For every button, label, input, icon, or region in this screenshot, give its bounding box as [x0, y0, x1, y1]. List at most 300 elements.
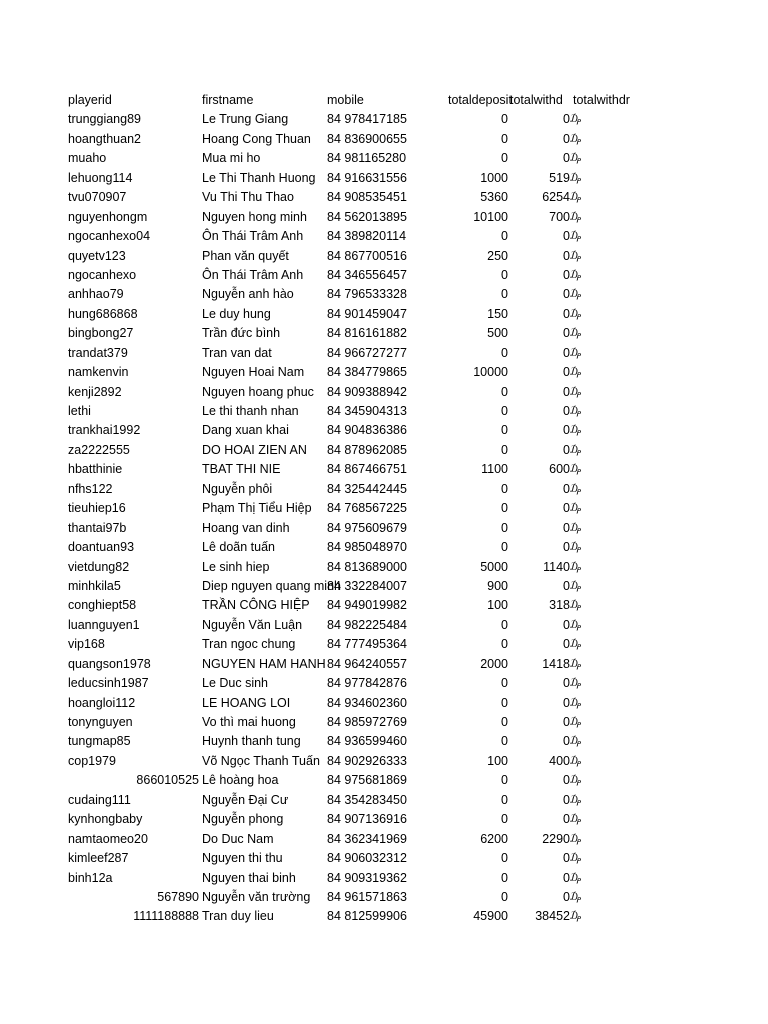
cell-playerid[interactable]: vip168 — [68, 637, 105, 652]
cell-currency-mark[interactable]: ₯ — [570, 599, 581, 612]
cell-currency-mark[interactable]: ₯ — [570, 482, 581, 495]
table-row — [0, 227, 768, 246]
cell-mobile[interactable]: 84 904836386 — [327, 423, 407, 438]
cell-totaldeposit[interactable]: 150 — [487, 306, 508, 321]
cell-playerid[interactable]: tvu070907 — [68, 190, 127, 205]
cell-totaldeposit[interactable]: 900 — [487, 578, 508, 593]
cell-firstname[interactable]: Dang xuan khai — [202, 423, 289, 438]
cell-totaldeposit[interactable]: 45900 — [473, 909, 508, 924]
cell-playerid[interactable]: namkenvin — [68, 365, 129, 380]
cell-totaldeposit[interactable]: 1100 — [481, 462, 508, 477]
cell-playerid[interactable]: tungmap85 — [68, 734, 131, 749]
cell-firstname[interactable]: Le thi thanh nhan — [202, 404, 299, 418]
header-firstname[interactable]: firstname — [202, 93, 254, 107]
cell-firstname[interactable]: Võ Ngọc Thanh Tuấn — [202, 753, 320, 768]
cell-mobile[interactable]: 84 389820114 — [327, 229, 407, 244]
cell-mobile[interactable]: 84 977842876 — [327, 676, 407, 691]
cell-totaldeposit[interactable]: 0 — [501, 870, 508, 885]
cell-playerid[interactable]: bingbong27 — [68, 326, 134, 341]
cell-firstname[interactable]: Lê doãn tuấn — [202, 540, 275, 555]
cell-currency-mark[interactable]: ₯ — [570, 210, 581, 223]
cell-totalwithd[interactable]: 1418 — [542, 656, 570, 671]
table-row — [0, 538, 768, 557]
cell-playerid[interactable]: tonynguyen — [68, 715, 133, 729]
cell-currency-mark[interactable]: ₯ — [570, 385, 581, 398]
cell-playerid[interactable]: ngocanhexo04 — [68, 229, 151, 244]
cell-totalwithd[interactable]: 0 — [563, 812, 570, 827]
cell-firstname[interactable]: Nguyen hoang phuc — [202, 384, 314, 399]
table-row — [0, 771, 768, 790]
cell-totaldeposit[interactable]: 0 — [501, 404, 508, 418]
cell-mobile[interactable]: 84 906032312 — [327, 851, 407, 866]
table-body — [0, 110, 768, 926]
cell-mobile[interactable]: 84 332284007 — [327, 578, 407, 593]
cell-totaldeposit[interactable]: 0 — [501, 481, 508, 496]
cell-totalwithd[interactable]: 0 — [563, 851, 570, 866]
cell-firstname[interactable]: Le Trung Giang — [202, 112, 289, 127]
table-row — [0, 577, 768, 596]
cell-mobile[interactable]: 84 985048970 — [327, 540, 407, 555]
cell-playerid[interactable]: quangson1978 — [68, 656, 151, 671]
cell-firstname[interactable]: Tran ngoc chung — [202, 637, 296, 652]
cell-mobile[interactable]: 84 384779865 — [327, 365, 407, 380]
cell-playerid[interactable]: hoangthuan2 — [68, 131, 141, 146]
cell-totalwithd[interactable]: 0 — [563, 306, 570, 321]
cell-totalwithd[interactable]: 0 — [563, 423, 570, 438]
cell-currency-mark[interactable]: ₯ — [570, 230, 581, 243]
cell-firstname[interactable]: Nguyen Hoai Nam — [202, 365, 305, 380]
table-row — [0, 635, 768, 654]
cell-firstname[interactable]: Le sinh hiep — [202, 559, 270, 574]
cell-totalwithd[interactable]: 0 — [563, 520, 570, 535]
cell-mobile[interactable]: 84 354283450 — [327, 792, 407, 807]
table-row — [0, 810, 768, 829]
cell-totalwithd[interactable]: 318 — [549, 598, 570, 613]
table-row — [0, 888, 768, 907]
cell-mobile[interactable]: 84 562013895 — [327, 209, 407, 224]
cell-playerid[interactable]: luannguyen1 — [68, 617, 140, 632]
cell-playerid[interactable]: kenji2892 — [68, 384, 122, 399]
cell-mobile[interactable]: 84 796533328 — [327, 287, 407, 302]
cell-playerid[interactable]: namtaomeo20 — [68, 831, 148, 846]
cell-totaldeposit[interactable]: 0 — [501, 540, 508, 555]
cell-firstname[interactable]: NGUYEN HAM HANH — [202, 656, 326, 671]
cell-playerid[interactable]: cop1979 — [68, 753, 116, 768]
cell-totaldeposit[interactable]: 0 — [501, 792, 508, 807]
cell-totalwithd[interactable]: 1140 — [543, 559, 570, 574]
cell-currency-mark[interactable]: ₯ — [570, 191, 581, 204]
table-row — [0, 383, 768, 402]
cell-firstname[interactable]: Nguyễn văn trường — [202, 889, 311, 904]
cell-mobile[interactable]: 84 816161882 — [327, 326, 407, 341]
cell-totalwithd[interactable]: 0 — [563, 229, 570, 244]
cell-mobile[interactable]: 84 949019982 — [327, 598, 407, 613]
cell-currency-mark[interactable]: ₯ — [570, 366, 581, 379]
cell-totaldeposit[interactable]: 0 — [501, 267, 508, 282]
cell-currency-mark[interactable]: ₯ — [570, 832, 581, 845]
cell-playerid[interactable]: binh12a — [68, 870, 113, 885]
cell-totaldeposit[interactable]: 0 — [501, 151, 508, 166]
cell-totaldeposit[interactable]: 0 — [501, 676, 508, 691]
cell-firstname[interactable]: Nguyễn Văn Luận — [202, 617, 303, 632]
cell-playerid[interactable]: minhkila5 — [68, 578, 121, 593]
cell-totalwithd[interactable]: 400 — [549, 753, 570, 768]
cell-currency-mark[interactable]: ₯ — [570, 541, 581, 554]
table-row — [0, 830, 768, 849]
cell-playerid[interactable]: lethi — [68, 404, 91, 418]
cell-playerid[interactable]: doantuan93 — [68, 540, 135, 555]
header-totalwithd[interactable]: totalwithd — [510, 93, 563, 107]
cell-firstname[interactable]: Nguyễn Đại Cư — [202, 792, 289, 807]
table-row — [0, 344, 768, 363]
cell-currency-mark[interactable]: ₯ — [570, 579, 581, 592]
cell-mobile[interactable]: 84 975681869 — [327, 773, 407, 788]
cell-totalwithd[interactable]: 0 — [563, 792, 570, 807]
cell-totaldeposit[interactable]: 0 — [501, 112, 508, 127]
cell-mobile[interactable]: 84 981165280 — [327, 151, 407, 166]
cell-firstname[interactable]: LE HOANG LOI — [202, 695, 291, 710]
cell-currency-mark[interactable]: ₯ — [570, 307, 581, 320]
cell-currency-mark[interactable]: ₯ — [570, 696, 581, 709]
table-row — [0, 616, 768, 635]
cell-totalwithd[interactable]: 0 — [563, 637, 570, 652]
cell-mobile[interactable]: 84 345904313 — [327, 404, 407, 418]
cell-playerid[interactable]: 866010525 — [136, 773, 199, 788]
cell-totaldeposit[interactable]: 0 — [501, 345, 508, 360]
cell-firstname[interactable]: TRẦN CÔNG HIỆP — [202, 598, 310, 613]
cell-currency-mark[interactable]: ₯ — [570, 132, 581, 145]
cell-currency-mark[interactable]: ₯ — [570, 346, 581, 359]
cell-firstname[interactable]: Nguyen hong minh — [202, 209, 307, 224]
cell-playerid[interactable]: tieuhiep16 — [68, 501, 126, 516]
cell-mobile[interactable]: 84 836900655 — [327, 131, 407, 146]
cell-firstname[interactable]: Nguyễn phôi — [202, 481, 273, 496]
table-row — [0, 694, 768, 713]
cell-currency-mark[interactable]: ₯ — [570, 618, 581, 631]
cell-totalwithd[interactable]: 0 — [563, 501, 570, 516]
cell-totalwithd[interactable]: 600 — [549, 462, 570, 477]
cell-firstname[interactable]: Vu Thi Thu Thao — [202, 190, 294, 205]
table-row — [0, 285, 768, 304]
cell-totalwithd[interactable]: 0 — [563, 287, 570, 302]
cell-totaldeposit[interactable]: 2000 — [480, 656, 508, 671]
cell-totalwithd[interactable]: 0 — [563, 870, 570, 885]
cell-mobile[interactable]: 84 907136916 — [327, 812, 407, 827]
table-row — [0, 713, 768, 732]
cell-mobile[interactable]: 84 878962085 — [327, 442, 407, 457]
cell-totalwithd[interactable]: 0 — [563, 617, 570, 632]
cell-totalwithd[interactable]: 0 — [563, 442, 570, 457]
cell-firstname[interactable]: Nguyễn phong — [202, 812, 284, 827]
cell-currency-mark[interactable]: ₯ — [570, 657, 581, 670]
cell-currency-mark[interactable]: ₯ — [570, 813, 581, 826]
cell-currency-mark[interactable]: ₯ — [570, 249, 581, 262]
cell-totalwithd[interactable]: 0 — [563, 131, 570, 146]
cell-firstname[interactable]: Nguyen thi thu — [202, 851, 283, 866]
cell-currency-mark[interactable]: ₯ — [570, 793, 581, 806]
cell-totaldeposit[interactable]: 0 — [501, 773, 508, 788]
cell-totalwithd[interactable]: 0 — [563, 676, 570, 691]
cell-playerid[interactable]: lehuong114 — [68, 170, 133, 185]
table-row — [0, 188, 768, 207]
table-row — [0, 732, 768, 751]
cell-mobile[interactable]: 84 985972769 — [327, 715, 407, 729]
cell-firstname[interactable]: Do Duc Nam — [202, 831, 274, 846]
cell-mobile[interactable]: 84 936599460 — [327, 734, 407, 749]
cell-mobile[interactable]: 84 961571863 — [327, 889, 407, 904]
cell-totalwithd[interactable]: 0 — [563, 345, 570, 360]
table-row — [0, 499, 768, 518]
cell-totalwithd[interactable]: 0 — [563, 365, 570, 380]
cell-firstname[interactable]: Phạm Thị Tiểu Hiệp — [202, 501, 312, 516]
table-row — [0, 849, 768, 868]
cell-playerid[interactable]: thantai97b — [68, 520, 127, 535]
cell-mobile[interactable]: 84 362341969 — [327, 831, 407, 846]
cell-totalwithd[interactable]: 0 — [563, 267, 570, 282]
cell-firstname[interactable]: Phan văn quyết — [202, 248, 289, 263]
table-row — [0, 247, 768, 266]
cell-playerid[interactable]: 1111188888 — [133, 909, 199, 924]
cell-mobile[interactable]: 84 813689000 — [327, 559, 407, 574]
cell-mobile[interactable]: 84 867466751 — [327, 462, 407, 477]
cell-totaldeposit[interactable]: 0 — [501, 812, 508, 827]
cell-playerid[interactable]: trankhai1992 — [68, 423, 141, 438]
cell-playerid[interactable]: kimleef287 — [68, 851, 129, 866]
cell-playerid[interactable]: cudaing111 — [68, 792, 131, 807]
cell-playerid[interactable]: hoangloi112 — [68, 695, 136, 710]
cell-totaldeposit[interactable]: 0 — [501, 617, 508, 632]
cell-totalwithd[interactable]: 0 — [563, 112, 570, 127]
cell-totalwithd[interactable]: 0 — [563, 540, 570, 555]
cell-firstname[interactable]: Ôn Thái Trâm Anh — [202, 267, 304, 282]
cell-playerid[interactable]: trunggiang89 — [68, 112, 141, 127]
table-row — [0, 907, 768, 926]
cell-firstname[interactable]: Huynh thanh tung — [202, 734, 301, 749]
cell-totalwithd[interactable]: 0 — [563, 715, 570, 729]
table-row — [0, 460, 768, 479]
cell-totalwithd[interactable]: 6254 — [542, 190, 570, 205]
cell-totalwithd[interactable]: 0 — [563, 773, 570, 788]
cell-totaldeposit[interactable]: 0 — [501, 423, 508, 438]
table-row — [0, 869, 768, 888]
cell-firstname[interactable]: DO HOAI ZIEN AN — [202, 442, 307, 457]
cell-mobile[interactable]: 84 901459047 — [327, 306, 407, 321]
table-row — [0, 655, 768, 674]
table-row — [0, 752, 768, 771]
table-row — [0, 480, 768, 499]
cell-currency-mark[interactable]: ₯ — [570, 677, 581, 690]
cell-totaldeposit[interactable]: 5360 — [480, 190, 508, 205]
cell-playerid[interactable]: trandat379 — [68, 345, 128, 360]
cell-playerid[interactable]: za2222555 — [68, 442, 130, 457]
cell-firstname[interactable]: Mua mi ho — [202, 151, 261, 166]
cell-firstname[interactable]: Hoang van dinh — [202, 520, 290, 535]
cell-currency-mark[interactable]: ₯ — [570, 735, 581, 748]
cell-currency-mark[interactable]: ₯ — [570, 910, 581, 923]
cell-firstname[interactable]: Hoang Cong Thuan — [202, 131, 311, 146]
cell-firstname[interactable]: Tran duy lieu — [202, 909, 274, 924]
cell-mobile[interactable]: 84 346556457 — [327, 267, 407, 282]
cell-playerid[interactable]: hbatthinie — [68, 462, 123, 477]
header-mobile[interactable]: mobile — [327, 93, 364, 107]
cell-firstname[interactable]: Le Thi Thanh Huong — [202, 170, 316, 185]
table-row — [0, 421, 768, 440]
cell-currency-mark[interactable]: ₯ — [570, 774, 581, 787]
table-row — [0, 441, 768, 460]
cell-firstname[interactable]: Le duy hung — [202, 306, 271, 321]
cell-currency-mark[interactable]: ₯ — [570, 638, 581, 651]
cell-totalwithd[interactable]: 0 — [563, 384, 570, 399]
header-row — [0, 91, 768, 110]
cell-currency-mark[interactable]: ₯ — [570, 327, 581, 340]
cell-playerid[interactable]: quyetv123 — [68, 248, 126, 263]
cell-currency-mark[interactable]: ₯ — [570, 288, 581, 301]
cell-mobile[interactable]: 84 909319362 — [327, 870, 407, 885]
cell-playerid[interactable]: nfhs122 — [68, 481, 113, 496]
table-row — [0, 169, 768, 188]
table-row — [0, 324, 768, 343]
cell-totaldeposit[interactable]: 0 — [501, 229, 508, 244]
header-totaldeposit[interactable]: totaldeposit — [448, 93, 512, 107]
cell-totaldeposit[interactable]: 10100 — [473, 209, 508, 224]
cell-playerid[interactable]: nguyenhongm — [68, 209, 148, 224]
cell-mobile[interactable]: 84 916631556 — [327, 170, 407, 185]
cell-totaldeposit[interactable]: 0 — [501, 131, 508, 146]
cell-totalwithd[interactable]: 0 — [563, 578, 570, 593]
cell-totalwithd[interactable]: 0 — [563, 151, 570, 166]
cell-totaldeposit[interactable]: 0 — [501, 287, 508, 302]
cell-firstname[interactable]: Le Duc sinh — [202, 676, 269, 691]
cell-currency-mark[interactable]: ₯ — [570, 443, 581, 456]
cell-totalwithd[interactable]: 0 — [563, 481, 570, 496]
header-totalwithdr[interactable]: totalwithdr — [573, 93, 630, 107]
cell-mobile[interactable]: 84 909388942 — [327, 384, 407, 399]
cell-firstname[interactable]: Nguyen thai binh — [202, 870, 296, 885]
cell-totaldeposit[interactable]: 250 — [487, 248, 508, 263]
cell-playerid[interactable]: leducsinh1987 — [68, 676, 149, 691]
cell-playerid[interactable]: 567890 — [157, 889, 199, 904]
table-row — [0, 596, 768, 615]
header-playerid[interactable]: playerid — [68, 93, 112, 107]
cell-playerid[interactable]: ngocanhexo — [68, 267, 137, 282]
cell-playerid[interactable]: anhhao79 — [68, 287, 124, 302]
cell-totalwithd[interactable]: 0 — [563, 248, 570, 263]
cell-firstname[interactable]: Tran van dat — [202, 345, 272, 360]
table-row — [0, 305, 768, 324]
cell-currency-mark[interactable]: ₯ — [570, 268, 581, 281]
cell-totaldeposit[interactable]: 0 — [501, 501, 508, 516]
cell-currency-mark[interactable]: ₯ — [570, 716, 581, 728]
cell-currency-mark[interactable]: ₯ — [570, 113, 581, 126]
cell-totaldeposit[interactable]: 0 — [501, 715, 508, 729]
cell-totaldeposit[interactable]: 5000 — [480, 559, 508, 574]
cell-mobile[interactable]: 84 982225484 — [327, 617, 407, 632]
cell-currency-mark[interactable]: ₯ — [570, 560, 581, 573]
cell-firstname[interactable]: Nguyễn anh hào — [202, 287, 294, 302]
cell-totalwithd[interactable]: 0 — [563, 326, 570, 341]
cell-firstname[interactable]: Lê hoàng hoa — [202, 773, 279, 788]
cell-totalwithd[interactable]: 0 — [563, 889, 570, 904]
table-row — [0, 558, 768, 577]
cell-totalwithd[interactable]: 0 — [563, 734, 570, 749]
cell-totaldeposit[interactable]: 0 — [501, 851, 508, 866]
cell-firstname[interactable]: TBAT THI NIE — [202, 462, 281, 477]
cell-currency-mark[interactable]: ₯ — [570, 405, 581, 417]
cell-mobile[interactable]: 84 812599906 — [327, 909, 407, 924]
cell-totaldeposit[interactable]: 500 — [487, 326, 508, 341]
cell-totaldeposit[interactable]: 0 — [501, 384, 508, 399]
cell-playerid[interactable]: vietdung82 — [68, 559, 130, 574]
table-row — [0, 674, 768, 693]
cell-mobile[interactable]: 84 768567225 — [327, 501, 407, 516]
cell-totaldeposit[interactable]: 0 — [501, 695, 508, 710]
cell-playerid[interactable]: conghiept58 — [68, 598, 137, 613]
cell-totaldeposit[interactable]: 6200 — [480, 831, 508, 846]
table-row — [0, 208, 768, 227]
table-row — [0, 402, 768, 421]
cell-firstname[interactable]: Vo thì mai huong — [202, 715, 296, 729]
cell-currency-mark[interactable]: ₯ — [570, 852, 581, 865]
cell-totaldeposit[interactable]: 100 — [487, 598, 508, 613]
cell-totaldeposit[interactable]: 10000 — [473, 365, 508, 380]
cell-totalwithd[interactable]: 0 — [563, 695, 570, 710]
cell-totalwithd[interactable]: 700 — [549, 209, 570, 224]
cell-playerid[interactable]: muaho — [68, 151, 107, 166]
cell-totalwithd[interactable]: 38452 — [535, 909, 570, 924]
table-row — [0, 266, 768, 285]
cell-totaldeposit[interactable]: 0 — [501, 520, 508, 535]
cell-currency-mark[interactable]: ₯ — [570, 502, 581, 515]
cell-totalwithd[interactable]: 2290 — [542, 831, 570, 846]
cell-currency-mark[interactable]: ₯ — [570, 171, 581, 184]
table-row — [0, 130, 768, 149]
cell-currency-mark[interactable]: ₯ — [570, 871, 581, 884]
cell-mobile[interactable]: 84 902926333 — [327, 753, 407, 768]
cell-mobile[interactable]: 84 978417185 — [327, 112, 407, 127]
cell-playerid[interactable]: kynhongbaby — [68, 812, 143, 827]
cell-mobile[interactable]: 84 867700516 — [327, 248, 407, 263]
cell-firstname[interactable]: Ôn Thái Trâm Anh — [202, 229, 304, 244]
cell-firstname[interactable]: Diep nguyen quang minh — [202, 578, 341, 593]
cell-currency-mark[interactable]: ₯ — [570, 152, 581, 165]
cell-currency-mark[interactable]: ₯ — [570, 521, 581, 534]
cell-mobile[interactable]: 84 966727277 — [327, 345, 407, 360]
cell-mobile[interactable]: 84 975609679 — [327, 520, 407, 535]
cell-totalwithd[interactable]: 519 — [549, 170, 570, 185]
cell-firstname[interactable]: Trần đức bình — [202, 326, 281, 341]
cell-totaldeposit[interactable]: 1000 — [480, 170, 508, 185]
cell-totaldeposit[interactable]: 0 — [501, 734, 508, 749]
cell-playerid[interactable]: hung686868 — [68, 306, 138, 321]
cell-totalwithd[interactable]: 0 — [563, 404, 570, 418]
table-row — [0, 363, 768, 382]
table-row — [0, 791, 768, 810]
cell-currency-mark[interactable]: ₯ — [570, 890, 581, 903]
cell-currency-mark[interactable]: ₯ — [570, 463, 581, 476]
cell-mobile[interactable]: 84 908535451 — [327, 190, 407, 205]
cell-mobile[interactable]: 84 777495364 — [327, 637, 407, 652]
cell-totaldeposit[interactable]: 0 — [501, 637, 508, 652]
cell-totaldeposit[interactable]: 0 — [501, 889, 508, 904]
cell-totaldeposit[interactable]: 0 — [501, 442, 508, 457]
cell-mobile[interactable]: 84 934602360 — [327, 695, 407, 710]
cell-totaldeposit[interactable]: 100 — [487, 753, 508, 768]
cell-mobile[interactable]: 84 325442445 — [327, 481, 407, 496]
table-row — [0, 110, 768, 129]
cell-currency-mark[interactable]: ₯ — [570, 424, 581, 437]
cell-currency-mark[interactable]: ₯ — [570, 754, 581, 767]
cell-mobile[interactable]: 84 964240557 — [327, 656, 407, 671]
